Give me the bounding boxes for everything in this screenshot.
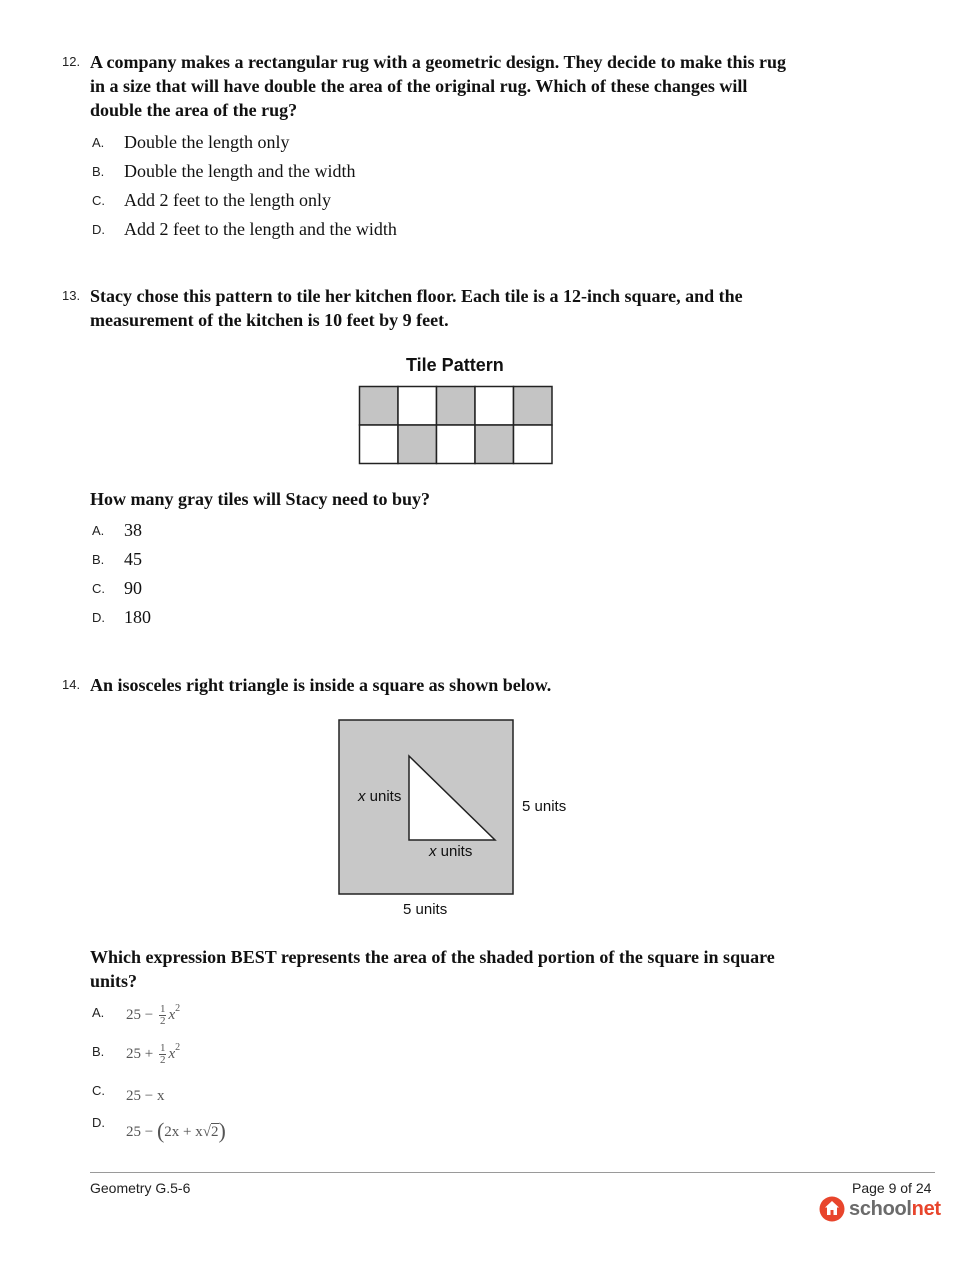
expr-lead: 25 + [126,1046,154,1062]
white-tile [437,425,476,464]
choice-letter: A. [92,1005,105,1020]
choice-text[interactable]: 38 [124,520,142,540]
choice-text[interactable]: Double the length only [124,132,290,152]
close-paren: ) [218,1118,226,1143]
question-text: An isosceles right triangle is inside a square as shown below. [90,675,552,695]
question-line: measurement of the kitchen is 10 feet by 9 feet. [90,310,449,330]
schoolnet-logo [819,1196,941,1222]
choice-letter: A. [92,135,105,150]
choice-expression[interactable] [126,1118,226,1144]
white-tile [398,387,437,426]
question-line: Stacy chose this pattern to tile her kitchen floor. Each tile is a 12-inch square, and the [90,286,743,306]
expr-inner: 2x + x [164,1124,203,1140]
gray-tile [437,387,476,426]
choice-letter: A. [92,523,105,538]
white-tile [475,387,514,426]
choice-text[interactable]: Double the length and the width [124,161,356,181]
tile-pattern-figure [358,385,554,465]
brand-text-school: school [849,1197,912,1220]
house-icon [819,1196,845,1222]
question-number: 13. [62,288,81,303]
gray-tile [514,387,553,426]
choice-text[interactable]: Add 2 feet to the length only [124,190,331,210]
question-text [90,284,743,332]
choice-letter: B. [92,552,105,567]
choice-letter: C. [92,581,105,596]
triangle-leg-label-horizontal [429,843,472,860]
question-line: Which expression BEST represents the area of the shaded portion of the square in square [90,947,775,967]
footer-course-label: Geometry G.5-6 [90,1180,191,1196]
triangle-leg-label-vertical [358,788,401,805]
question-number: 14. [62,677,81,692]
gray-tile [398,425,437,464]
choice-text[interactable]: 180 [124,607,151,627]
fraction [159,1004,167,1027]
expr-lead: 25 − [126,1124,154,1140]
question-line: units? [90,971,138,991]
choice-text[interactable]: Add 2 feet to the length and the width [124,219,397,239]
choice-letter: B. [92,164,105,179]
square-side-label-bottom: 5 units [403,901,448,918]
brand-text-net: net [911,1197,941,1220]
choice-text[interactable]: 45 [124,549,142,569]
expr-variable: x [168,1046,176,1062]
choice-expression[interactable] [126,1042,180,1066]
fraction-numerator: 1 [159,1042,166,1055]
choice-letter: D. [92,222,105,237]
radicand: 2 [211,1124,219,1140]
expr-exponent: 2 [175,1003,181,1014]
choice-letter: B. [92,1044,105,1059]
question-line: in a size that will have double the area of the original rug. Which of these changes will [90,76,748,96]
white-tile [514,425,553,464]
radical-sign: √ [202,1124,211,1140]
figure-title: Tile Pattern [406,355,504,375]
fraction-numerator: 1 [159,1003,166,1016]
choice-letter: C. [92,193,105,208]
choice-text[interactable]: 90 [124,578,142,598]
choice-expression[interactable] [126,1003,180,1027]
footer-page-number: Page 9 of 24 [852,1180,932,1196]
fraction-denominator: 2 [159,1015,166,1028]
x-variable: x [358,788,366,805]
question-number: 12. [62,54,81,69]
x-variable: x [429,843,437,860]
question-followup [90,945,775,993]
units-word: units [436,843,473,860]
choice-letter: D. [92,1115,105,1130]
square-side-label-right: 5 units [522,798,567,815]
units-word: units [365,788,402,805]
gray-tile [360,387,399,426]
question-text [90,50,786,122]
question-followup: How many gray tiles will Stacy need to buy? [90,489,430,509]
gray-tile [475,425,514,464]
fraction-denominator: 2 [159,1054,166,1067]
footer-divider [90,1172,935,1173]
choice-letter: D. [92,610,105,625]
open-paren: ( [156,1118,165,1143]
expr-lead: 25 − [126,1007,154,1023]
expr-variable: x [168,1007,176,1023]
choice-letter: C. [92,1083,105,1098]
question-line: A company makes a rectangular rug with a geometric design. They decide to make this rug [90,52,786,72]
square-triangle-figure [338,719,516,897]
white-tile [360,425,399,464]
fraction [159,1043,167,1066]
expr-exponent: 2 [175,1042,181,1053]
choice-expression[interactable]: 25 − x [126,1088,165,1104]
question-line: double the area of the rug? [90,100,298,120]
